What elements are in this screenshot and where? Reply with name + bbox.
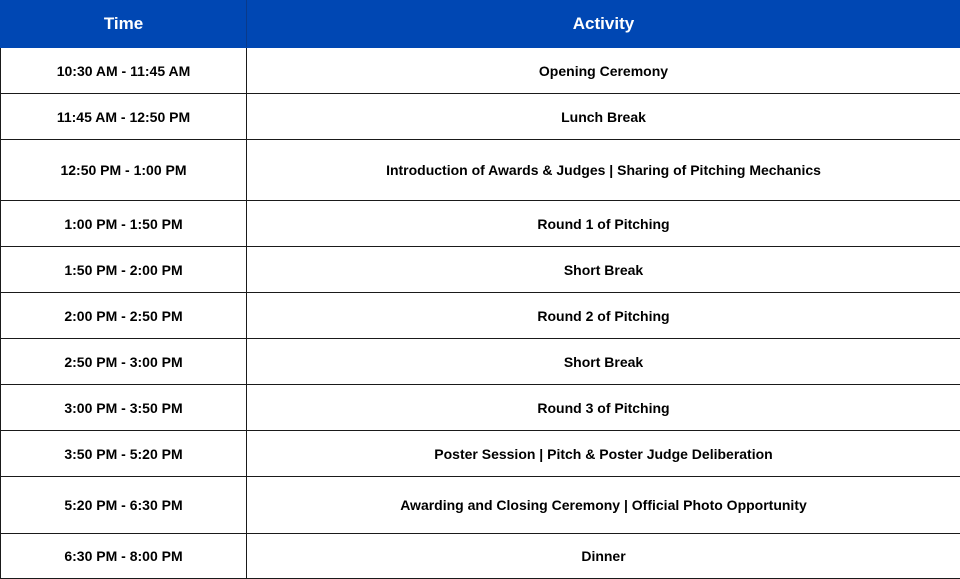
time-cell: 12:50 PM - 1:00 PM	[1, 140, 247, 201]
activity-cell: Short Break	[247, 339, 960, 385]
table-row	[1, 94, 960, 140]
table-row	[1, 140, 960, 201]
table-row	[1, 534, 960, 579]
table-row	[1, 477, 960, 534]
activity-column-header: Activity	[247, 1, 960, 48]
time-cell: 1:50 PM - 2:00 PM	[1, 247, 247, 293]
time-cell: 3:50 PM - 5:20 PM	[1, 431, 247, 477]
table-row	[1, 201, 960, 247]
table-row	[1, 247, 960, 293]
time-column-header: Time	[1, 1, 247, 48]
time-cell: 3:00 PM - 3:50 PM	[1, 385, 247, 431]
time-cell: 2:50 PM - 3:00 PM	[1, 339, 247, 385]
table-row	[1, 293, 960, 339]
activity-cell: Round 2 of Pitching	[247, 293, 960, 339]
activity-cell: Short Break	[247, 247, 960, 293]
time-cell: 5:20 PM - 6:30 PM	[1, 477, 247, 534]
table-row	[1, 339, 960, 385]
time-cell: 10:30 AM - 11:45 AM	[1, 48, 247, 94]
time-cell: 11:45 AM - 12:50 PM	[1, 94, 247, 140]
table-row	[1, 385, 960, 431]
table-row	[1, 431, 960, 477]
activity-cell: Opening Ceremony	[247, 48, 960, 94]
schedule-body	[1, 48, 960, 579]
header-row	[1, 1, 960, 48]
activity-cell: Awarding and Closing Ceremony | Official Photo Opportunity	[247, 477, 960, 534]
activity-cell: Introduction of Awards & Judges | Sharing of Pitching Mechanics	[247, 140, 960, 201]
activity-cell: Dinner	[247, 534, 960, 579]
time-cell: 2:00 PM - 2:50 PM	[1, 293, 247, 339]
time-cell: 1:00 PM - 1:50 PM	[1, 201, 247, 247]
activity-cell: Poster Session | Pitch & Poster Judge Deliberation	[247, 431, 960, 477]
table-row	[1, 48, 960, 94]
activity-cell: Lunch Break	[247, 94, 960, 140]
time-cell: 6:30 PM - 8:00 PM	[1, 534, 247, 579]
activity-cell: Round 3 of Pitching	[247, 385, 960, 431]
activity-cell: Round 1 of Pitching	[247, 201, 960, 247]
schedule-header	[1, 1, 960, 48]
